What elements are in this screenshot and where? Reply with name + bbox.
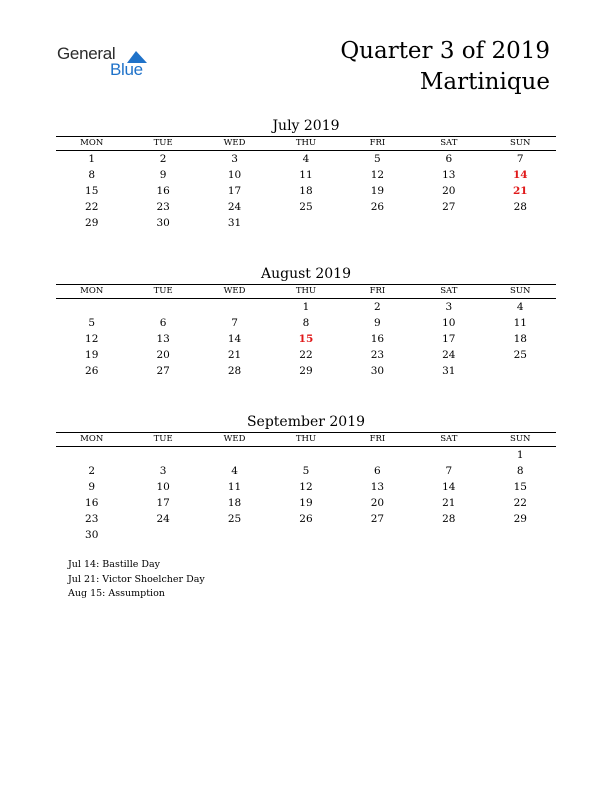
day-cell bbox=[270, 215, 341, 231]
month-title: September 2019 bbox=[246, 414, 366, 430]
day-cell: 29 bbox=[513, 513, 527, 525]
week-row bbox=[56, 511, 556, 527]
weekday-header: THU bbox=[270, 433, 341, 447]
day-cell: 10 bbox=[156, 481, 170, 493]
day-cell: 11 bbox=[299, 169, 313, 181]
day-cell bbox=[56, 299, 127, 316]
day-cell: 2 bbox=[159, 153, 167, 165]
day-cell: 21 bbox=[227, 349, 242, 361]
day-cell bbox=[127, 527, 198, 543]
weekday-header-row bbox=[56, 137, 556, 151]
week-row bbox=[56, 199, 556, 215]
day-cell: 30 bbox=[370, 365, 385, 377]
weekday-header: SUN bbox=[485, 433, 556, 447]
day-cell: 11 bbox=[513, 317, 527, 329]
day-cell: 5 bbox=[302, 465, 310, 477]
day-cell: 22 bbox=[299, 349, 313, 361]
day-cell: 24 bbox=[156, 513, 170, 525]
weekday-header: FRI bbox=[342, 285, 413, 299]
weekday-header: SAT bbox=[413, 433, 484, 447]
week-row bbox=[56, 447, 556, 464]
holiday-note: Aug 15: Assumption bbox=[68, 588, 165, 599]
day-cell: 1 bbox=[516, 449, 524, 461]
day-cell: 2 bbox=[374, 301, 381, 313]
day-cell bbox=[342, 527, 413, 543]
day-cell: 8 bbox=[88, 169, 96, 181]
day-cell: 27 bbox=[442, 201, 456, 213]
holiday-day-cell: 15 bbox=[298, 333, 314, 345]
weekday-header: THU bbox=[270, 285, 341, 299]
day-cell: 23 bbox=[156, 201, 170, 213]
day-cell: 17 bbox=[442, 333, 456, 345]
day-cell: 16 bbox=[370, 333, 385, 345]
day-cell: 4 bbox=[302, 153, 310, 165]
day-cell: 12 bbox=[85, 333, 99, 345]
day-cell: 28 bbox=[227, 365, 242, 377]
week-row bbox=[56, 463, 556, 479]
title-quarter: Quarter 3 of 2019 bbox=[340, 38, 550, 64]
day-cell: 11 bbox=[227, 481, 242, 493]
day-cell: 22 bbox=[513, 497, 527, 509]
week-row bbox=[56, 167, 556, 183]
holiday-note: Jul 14: Bastille Day bbox=[68, 559, 161, 570]
day-cell: 6 bbox=[159, 317, 167, 329]
day-cell: 9 bbox=[374, 317, 381, 329]
day-cell: 24 bbox=[442, 349, 456, 361]
holiday-day-cell: 14 bbox=[512, 169, 528, 181]
day-cell: 14 bbox=[442, 481, 456, 493]
day-cell: 12 bbox=[299, 481, 313, 493]
day-cell: 14 bbox=[227, 333, 242, 345]
week-row bbox=[56, 151, 556, 168]
day-cell: 9 bbox=[159, 169, 167, 181]
weekday-header: SAT bbox=[413, 137, 484, 151]
day-cell bbox=[342, 215, 413, 231]
day-cell: 13 bbox=[442, 169, 456, 181]
week-row bbox=[56, 479, 556, 495]
day-cell: 4 bbox=[231, 465, 238, 477]
day-cell: 9 bbox=[88, 481, 96, 493]
day-cell: 18 bbox=[513, 333, 527, 345]
day-cell: 3 bbox=[231, 153, 238, 165]
day-cell: 19 bbox=[299, 497, 313, 509]
day-cell: 24 bbox=[227, 201, 242, 213]
day-cell: 28 bbox=[442, 513, 456, 525]
day-cell: 7 bbox=[445, 465, 453, 477]
day-cell: 23 bbox=[370, 349, 385, 361]
day-cell: 31 bbox=[227, 217, 242, 229]
day-cell bbox=[56, 447, 127, 464]
day-cell bbox=[485, 363, 556, 379]
title-country: Martinique bbox=[419, 69, 550, 95]
day-cell: 16 bbox=[85, 497, 99, 509]
day-cell bbox=[485, 215, 556, 231]
day-cell: 26 bbox=[299, 513, 313, 525]
day-cell: 30 bbox=[156, 217, 170, 229]
holiday-day-cell: 21 bbox=[512, 185, 528, 197]
logo-text-general: General bbox=[57, 44, 116, 63]
day-cell bbox=[199, 527, 270, 543]
day-cell: 3 bbox=[159, 465, 167, 477]
weekday-header: MON bbox=[56, 137, 127, 151]
week-row bbox=[56, 299, 556, 316]
day-cell: 6 bbox=[445, 153, 453, 165]
day-cell: 20 bbox=[156, 349, 170, 361]
day-cell: 15 bbox=[85, 185, 99, 197]
logo bbox=[57, 44, 157, 84]
day-cell bbox=[199, 299, 270, 316]
day-cell: 17 bbox=[227, 185, 242, 197]
weekday-header: FRI bbox=[342, 433, 413, 447]
day-cell: 25 bbox=[513, 349, 527, 361]
day-cell: 19 bbox=[370, 185, 385, 197]
day-cell: 25 bbox=[227, 513, 242, 525]
day-cell: 30 bbox=[85, 529, 99, 541]
day-cell: 2 bbox=[88, 465, 96, 477]
day-cell bbox=[342, 447, 413, 464]
logo-text-blue: Blue bbox=[110, 60, 143, 79]
day-cell: 3 bbox=[445, 301, 453, 313]
day-cell: 10 bbox=[442, 317, 456, 329]
weekday-header: SUN bbox=[485, 137, 556, 151]
week-row bbox=[56, 495, 556, 511]
weekday-header: FRI bbox=[342, 137, 413, 151]
day-cell: 21 bbox=[442, 497, 456, 509]
day-cell: 7 bbox=[516, 153, 524, 165]
day-cell: 17 bbox=[156, 497, 170, 509]
day-cell bbox=[485, 527, 556, 543]
day-cell: 22 bbox=[85, 201, 99, 213]
day-cell: 10 bbox=[227, 169, 242, 181]
weekday-header: SAT bbox=[413, 285, 484, 299]
month-calendar bbox=[56, 264, 556, 379]
weekday-header: TUE bbox=[127, 433, 198, 447]
weekday-header: THU bbox=[270, 137, 341, 151]
day-cell: 20 bbox=[370, 497, 385, 509]
month-title: July 2019 bbox=[272, 118, 340, 134]
day-cell bbox=[127, 447, 198, 464]
day-cell: 26 bbox=[370, 201, 385, 213]
month-title: August 2019 bbox=[261, 266, 351, 282]
day-cell: 27 bbox=[370, 513, 385, 525]
month-calendar bbox=[56, 412, 556, 543]
day-cell bbox=[127, 299, 198, 316]
day-cell: 18 bbox=[299, 185, 313, 197]
weekday-header: MON bbox=[56, 433, 127, 447]
weekday-header: TUE bbox=[127, 285, 198, 299]
day-cell: 28 bbox=[513, 201, 527, 213]
day-cell: 1 bbox=[88, 153, 96, 165]
day-cell: 16 bbox=[156, 185, 170, 197]
day-cell: 6 bbox=[374, 465, 381, 477]
week-row bbox=[56, 315, 556, 331]
day-cell: 5 bbox=[374, 153, 381, 165]
weekday-header: WED bbox=[199, 433, 270, 447]
day-cell bbox=[270, 447, 341, 464]
week-row bbox=[56, 215, 556, 231]
weekday-header: MON bbox=[56, 285, 127, 299]
day-cell: 19 bbox=[85, 349, 99, 361]
day-cell: 27 bbox=[156, 365, 170, 377]
weekday-header-row bbox=[56, 285, 556, 299]
week-row bbox=[56, 527, 556, 543]
month-calendar bbox=[56, 116, 556, 231]
holiday-note: Jul 21: Victor Shoelcher Day bbox=[68, 573, 205, 585]
day-cell: 23 bbox=[85, 513, 99, 525]
week-row bbox=[56, 183, 556, 199]
day-cell: 13 bbox=[156, 333, 170, 345]
day-cell: 4 bbox=[516, 301, 524, 313]
day-cell: 29 bbox=[299, 365, 313, 377]
day-cell: 15 bbox=[513, 481, 527, 493]
day-cell: 18 bbox=[227, 497, 242, 509]
day-cell: 25 bbox=[299, 201, 313, 213]
weekday-header: TUE bbox=[127, 137, 198, 151]
page-title bbox=[340, 36, 550, 98]
day-cell: 31 bbox=[442, 365, 456, 377]
month-grid bbox=[56, 136, 556, 231]
day-cell: 8 bbox=[302, 317, 310, 329]
week-row bbox=[56, 331, 556, 347]
day-cell: 29 bbox=[85, 217, 99, 229]
day-cell bbox=[413, 215, 484, 231]
day-cell: 5 bbox=[88, 317, 96, 329]
day-cell: 12 bbox=[370, 169, 385, 181]
weekday-header: WED bbox=[199, 285, 270, 299]
weekday-header-row bbox=[56, 433, 556, 447]
day-cell: 13 bbox=[370, 481, 385, 493]
weekday-header: WED bbox=[199, 137, 270, 151]
day-cell: 26 bbox=[85, 365, 99, 377]
day-cell bbox=[199, 447, 270, 464]
holiday-notes bbox=[68, 558, 205, 602]
day-cell: 20 bbox=[442, 185, 456, 197]
day-cell bbox=[270, 527, 341, 543]
month-grid bbox=[56, 284, 556, 379]
day-cell bbox=[413, 527, 484, 543]
day-cell bbox=[413, 447, 484, 464]
week-row bbox=[56, 363, 556, 379]
day-cell: 1 bbox=[302, 301, 310, 313]
month-grid bbox=[56, 432, 556, 543]
day-cell: 8 bbox=[516, 465, 524, 477]
day-cell: 7 bbox=[231, 317, 238, 329]
week-row bbox=[56, 347, 556, 363]
weekday-header: SUN bbox=[485, 285, 556, 299]
